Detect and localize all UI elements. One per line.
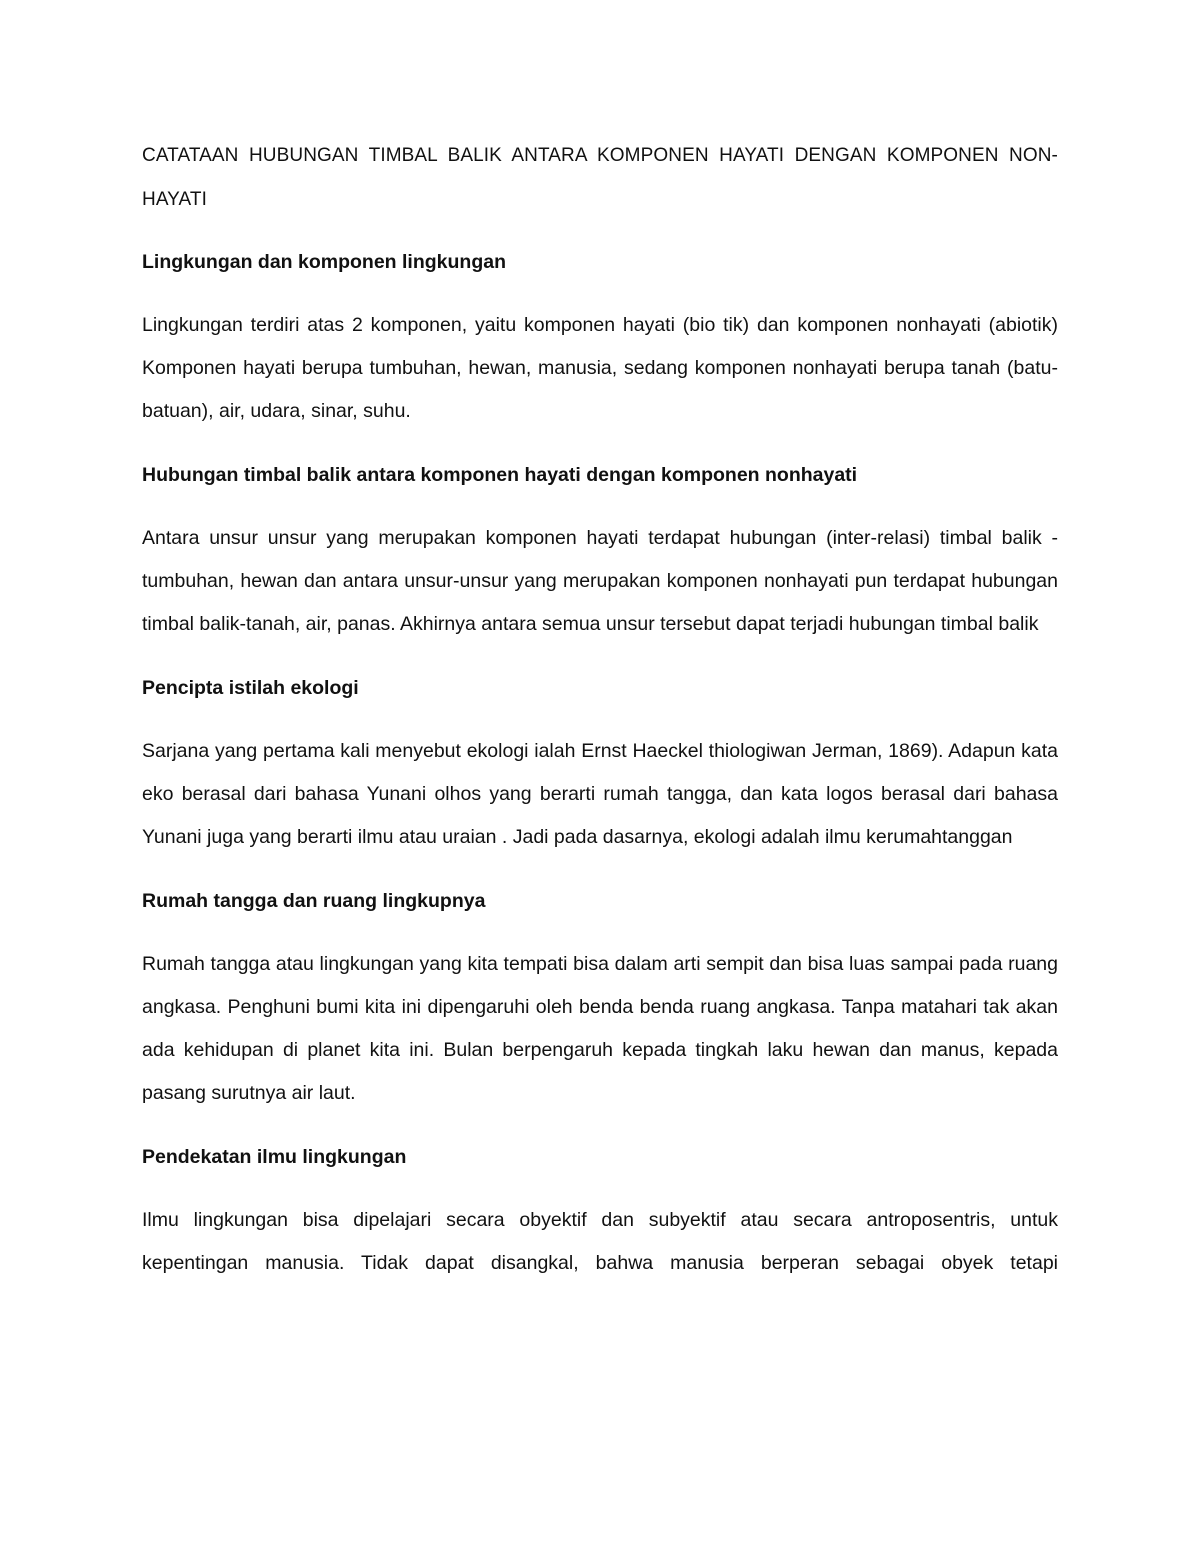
section-heading-rumah-tangga: Rumah tangga dan ruang lingkupnya	[142, 890, 486, 912]
section-body-pendekatan: Ilmu lingkungan bisa dipelajari secara obyektif dan subyektif atau secara antroposentris, untuk kepentingan manusia. Tidak dapat disangkal, bahwa manusia berperan sebagai obyek tetapi	[142, 1209, 1058, 1274]
section-heading-hubungan: Hubungan timbal balik antara komponen hayati dengan komponen nonhayati	[142, 464, 858, 486]
document-page	[142, 134, 1058, 1285]
document-title: CATATAAN HUBUNGAN TIMBAL BALIK ANTARA KOMPONEN HAYATI DENGAN KOMPONEN NON-HAYATI	[142, 145, 1058, 210]
section-body-pencipta: Sarjana yang pertama kali menyebut ekologi ialah Ernst Haeckel thiologiwan Jerman, 1869). Adapun kata eko berasal dari bahasa Yunani olhos yang berarti rumah tangga, dan kata logos berasal dari bahasa Yunani juga yang berarti ilmu atau uraian . Jadi pada dasarnya, ekologi adalah ilmu kerumahtanggan	[142, 740, 1058, 848]
section-body-rumah-tangga: Rumah tangga atau lingkungan yang kita tempati bisa dalam arti sempit dan bisa luas sampai pada ruang angkasa. Penghuni bumi kita ini dipengaruhi oleh benda benda ruang angkasa. Tanpa matahari tak akan ada kehidupan di planet kita ini. Bulan berpengaruh kepada tingkah laku hewan dan manus, kepada pasang surutnya air laut.	[142, 953, 1058, 1104]
section-heading-pencipta: Pencipta istilah ekologi	[142, 677, 359, 699]
section-body-lingkungan: Lingkungan terdiri atas 2 komponen, yaitu komponen hayati (bio tik) dan komponen nonhayati (abiotik) Komponen hayati berupa tumbuhan, hewan, manusia, sedang komponen nonhayati berupa tanah (batu-batuan), air, udara, sinar, suhu.	[142, 314, 1058, 422]
section-body-hubungan: Antara unsur unsur yang merupakan komponen hayati terdapat hubungan (inter-relasi) timbal balik - tumbuhan, hewan dan antara unsur-unsur yang merupakan komponen nonhayati pun terdapat hubungan timbal balik-tanah, air, panas. Akhirnya antara semua unsur tersebut dapat terjadi hubungan timbal balik	[142, 527, 1058, 635]
section-heading-pendekatan: Pendekatan ilmu lingkungan	[142, 1146, 407, 1168]
section-heading-lingkungan: Lingkungan dan komponen lingkungan	[142, 251, 506, 273]
